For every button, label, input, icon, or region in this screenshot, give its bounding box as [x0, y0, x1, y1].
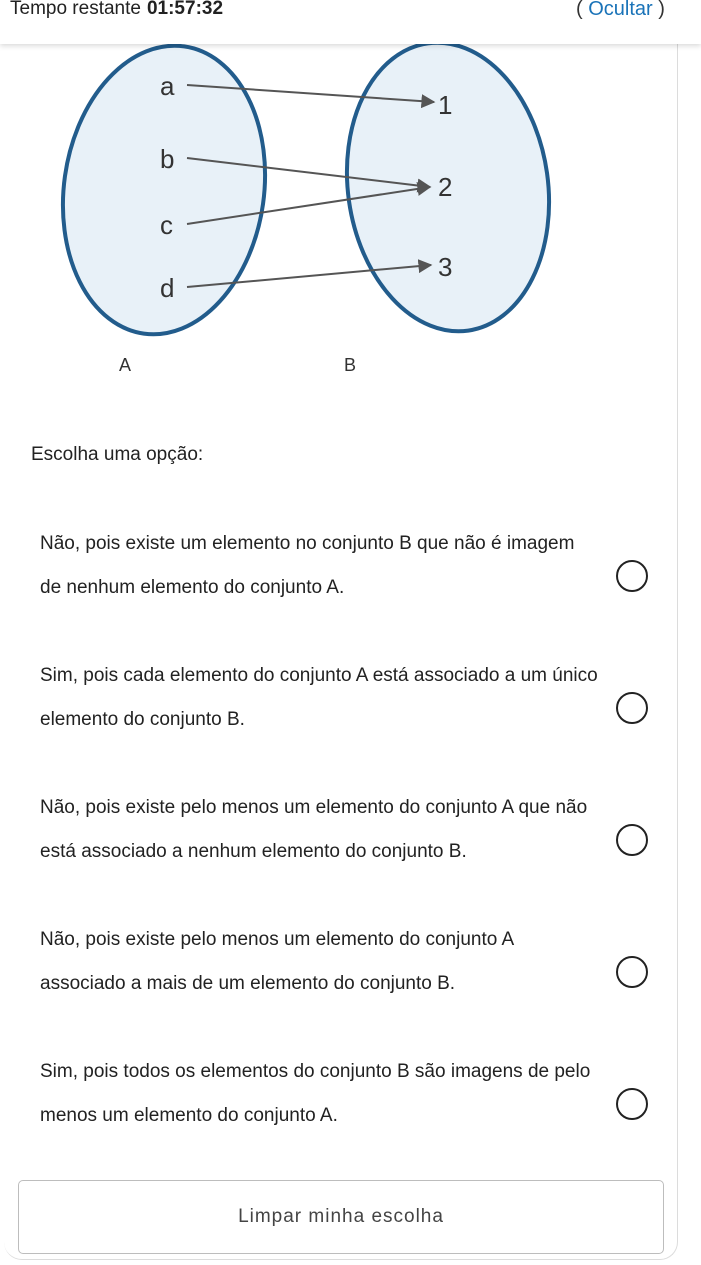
answer-option-text: Não, pois existe pelo menos um elemento do conjunto A associado a mais de um elemento do conjunto B.: [40, 929, 514, 994]
answer-radio[interactable]: [616, 692, 648, 724]
element-3: 3: [438, 252, 453, 282]
set-b-label: B: [344, 355, 357, 375]
answer-radio[interactable]: [616, 956, 648, 988]
top-bar: [0, 0, 701, 44]
answer-option-text: Não, pois existe um elemento no conjunto B que não é imagem de nenhum elemento do conjunto A.: [40, 533, 575, 598]
element-b: b: [160, 144, 175, 174]
element-a: a: [160, 71, 175, 101]
hide-timer-button[interactable]: [576, 0, 665, 21]
clear-choice-button[interactable]: Limpar minha escolha: [18, 1180, 664, 1254]
answer-option-4[interactable]: [4, 906, 678, 1006]
set-a-label: A: [119, 355, 132, 375]
answer-radio[interactable]: [616, 824, 648, 856]
answer-option-text: Não, pois existe pelo menos um elemento do conjunto A que não está associado a nenhum elemento do conjunto B.: [40, 797, 588, 862]
timer: [10, 0, 223, 20]
question-card: [4, 44, 678, 1260]
element-2: 2: [438, 172, 453, 202]
timer-label: Tempo restante: [10, 0, 141, 19]
answer-option-1[interactable]: [4, 510, 678, 610]
answer-option-text: Sim, pois cada elemento do conjunto A está associado a um único elemento do conjunto B.: [40, 665, 598, 730]
element-1: 1: [438, 90, 453, 120]
timer-value: 01:57:32: [146, 0, 224, 19]
sets-mapping-diagram: [4, 44, 678, 384]
element-d: d: [160, 273, 175, 303]
answer-option-2[interactable]: [4, 642, 678, 742]
hide-label: Ocultar: [588, 0, 653, 20]
answer-option-text: Sim, pois todos os elementos do conjunto B são imagens de pelo menos um elemento do conjunto A.: [40, 1061, 591, 1126]
answer-option-5[interactable]: [4, 1038, 678, 1138]
answer-radio[interactable]: [616, 1088, 648, 1120]
hide-open-paren: (: [576, 0, 583, 20]
answer-radio[interactable]: [616, 560, 648, 592]
answer-option-3[interactable]: [4, 774, 678, 874]
hide-close-paren: ): [658, 0, 665, 20]
question-prompt: Escolha uma opção:: [31, 444, 204, 465]
element-c: c: [160, 210, 173, 240]
